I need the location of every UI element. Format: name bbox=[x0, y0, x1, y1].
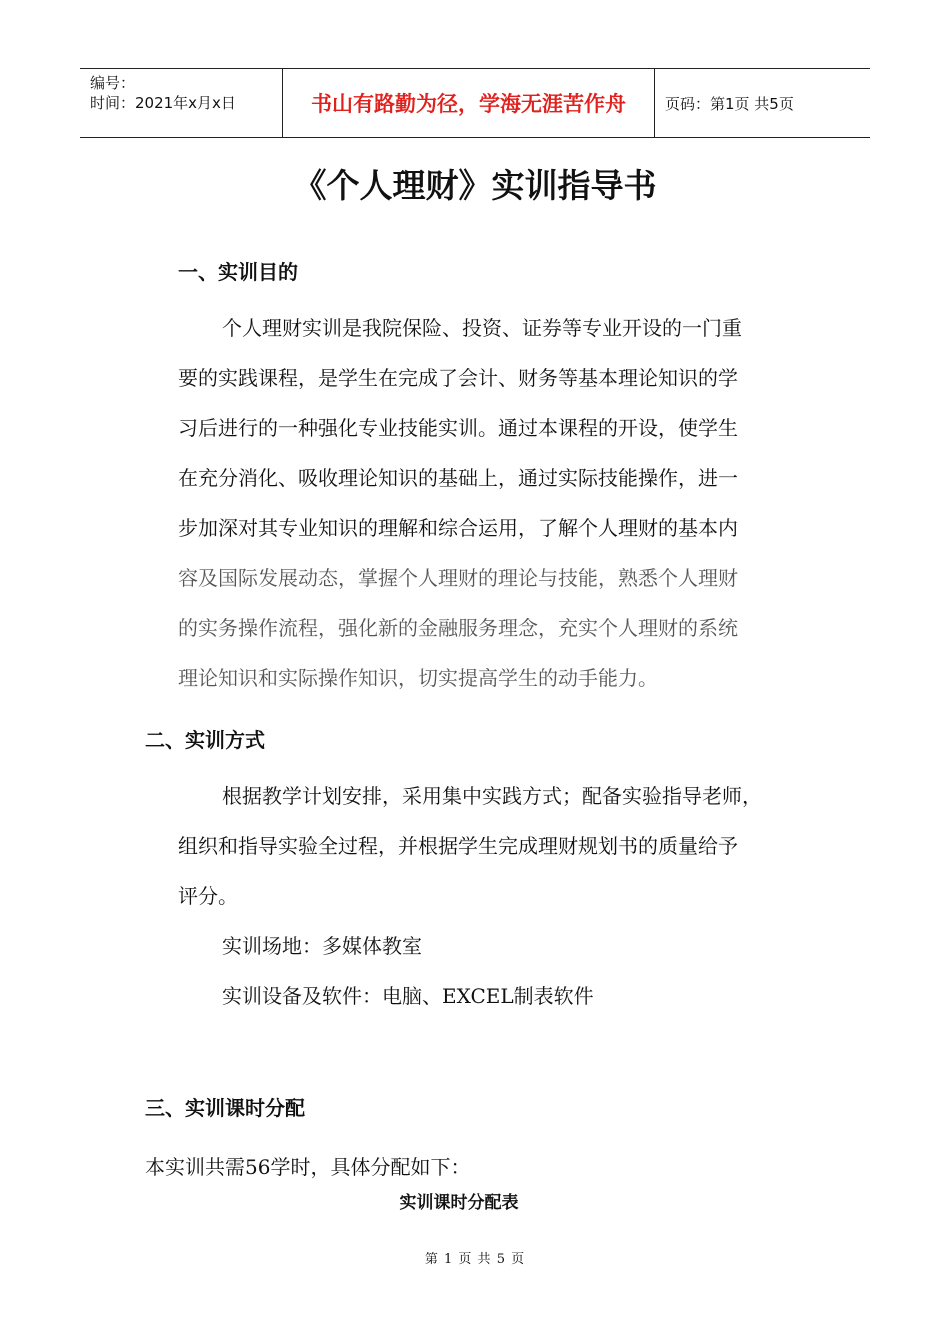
page-footer: 第 1 页 共 5 页 bbox=[424, 1252, 526, 1267]
number-label: 编号： bbox=[90, 74, 136, 92]
header-meta bbox=[80, 69, 283, 137]
document-title: 《个人理财》实训指导书 bbox=[293, 166, 657, 205]
table-caption: 实训课时分配表 bbox=[399, 1193, 519, 1213]
section-2-heading: 二、实训方式 bbox=[145, 728, 265, 752]
section-3-intro: 本实训共需56学时，具体分配如下： bbox=[145, 1155, 471, 1179]
venue-line: 实训场地：多媒体教室 bbox=[222, 934, 422, 958]
section-3-heading: 三、实训课时分配 bbox=[145, 1096, 305, 1120]
header-table bbox=[80, 68, 870, 138]
paragraph-line: 在充分消化、吸收理论知识的基础上，通过实际技能操作，进一 bbox=[178, 466, 738, 490]
paragraph-line: 组织和指导实验全过程，并根据学生完成理财规划书的质量给予 bbox=[178, 834, 738, 858]
time-label: 时间：2021年x月x日 bbox=[90, 94, 236, 112]
paragraph-line: 习后进行的一种强化专业技能实训。通过本课程的开设，使学生 bbox=[178, 416, 738, 440]
section-2-body bbox=[178, 771, 818, 1021]
paragraph-line: 的实务操作流程，强化新的金融服务理念，充实个人理财的系统 bbox=[178, 616, 738, 640]
paragraph-line: 根据教学计划安排，采用集中实践方式；配备实验指导老师， bbox=[222, 784, 762, 808]
paragraph-line: 要的实践课程，是学生在完成了会计、财务等基本理论知识的学 bbox=[178, 366, 738, 390]
paragraph-line: 评分。 bbox=[178, 884, 238, 908]
paragraph-line: 理论知识和实际操作知识，切实提高学生的动手能力。 bbox=[178, 666, 658, 690]
motto: 书山有路勤为径，学海无涯苦作舟 bbox=[283, 69, 655, 137]
equipment-line: 实训设备及软件：电脑、EXCEL制表软件 bbox=[222, 984, 594, 1008]
section-1-body bbox=[178, 303, 818, 703]
page-info: 页码：第1页 共5页 bbox=[665, 94, 794, 113]
paragraph-line: 个人理财实训是我院保险、投资、证券等专业开设的一门重 bbox=[222, 316, 742, 340]
paragraph-line: 步加深对其专业知识的理解和综合运用，了解个人理财的基本内 bbox=[178, 516, 738, 540]
section-1-heading: 一、实训目的 bbox=[178, 260, 298, 284]
paragraph-line: 容及国际发展动态，掌握个人理财的理论与技能，熟悉个人理财 bbox=[178, 566, 738, 590]
